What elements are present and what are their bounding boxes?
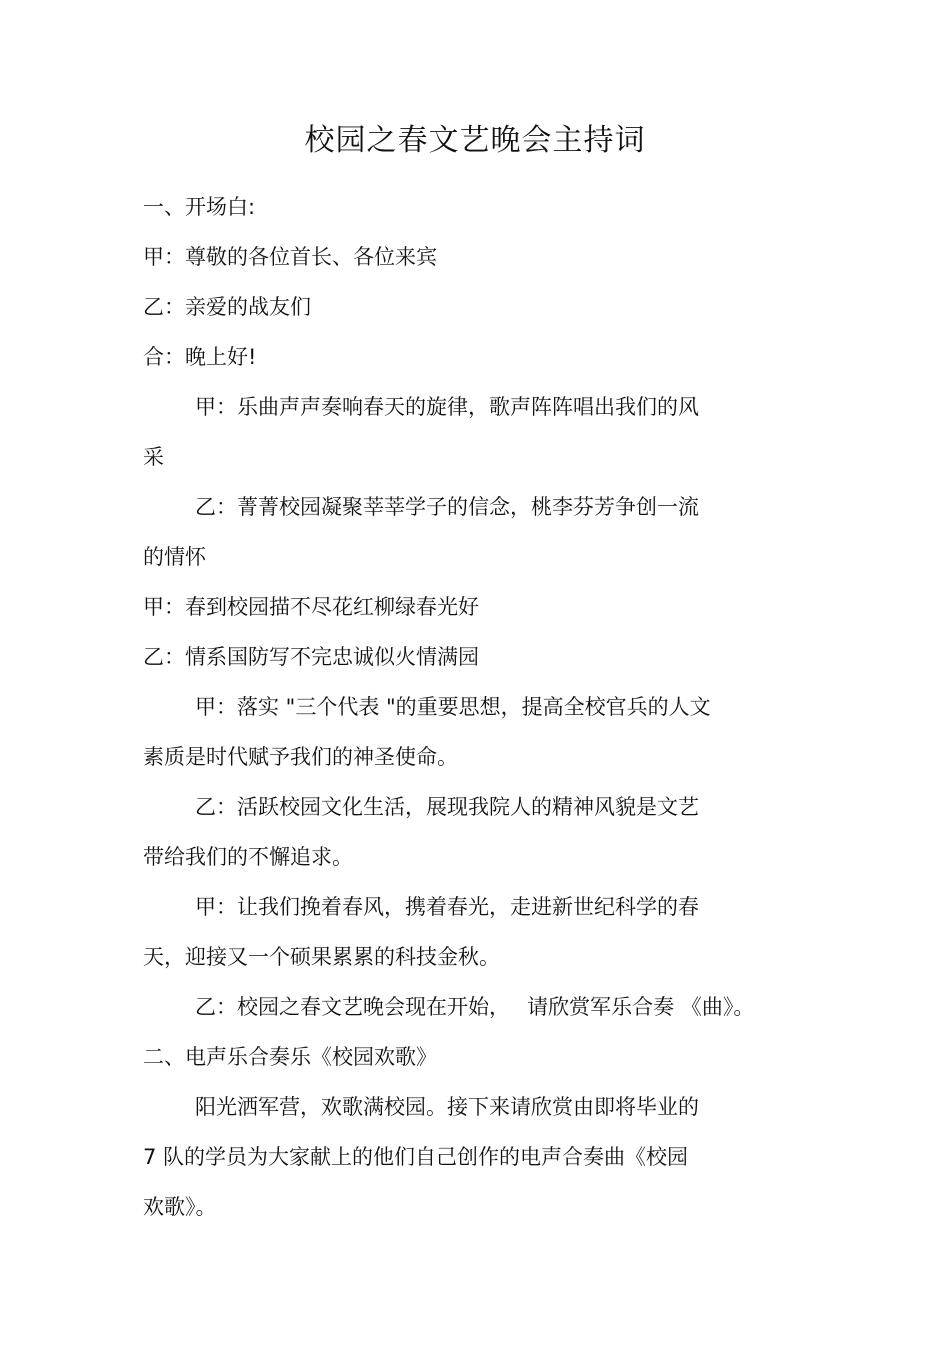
script-line: 甲：让我们挽着春风，携着春光，走进新世纪科学的春 xyxy=(195,895,699,919)
section-heading-band: 二、电声乐合奏乐《校园欢歌》 xyxy=(143,1045,437,1069)
document-title: 校园之春文艺晚会主持词 xyxy=(304,123,646,158)
paragraph-line: 7 队的学员为大家献上的他们自己创作的电声合奏曲《校园 xyxy=(143,1145,689,1169)
script-line: 乙：菁菁校园凝聚莘莘学子的信念，桃李芬芳争创一流 xyxy=(195,495,699,519)
script-line: 乙：情系国防写不完忠诚似火情满园 xyxy=(143,645,479,669)
section-heading-opening: 一、开场白: xyxy=(143,195,256,219)
script-line-continuation: 的情怀 xyxy=(143,545,206,569)
paragraph-line: 阳光洒军营，欢歌满校园。接下来请欣赏由即将毕业的 xyxy=(195,1095,699,1119)
script-line-continuation: 天，迎接又一个硕果累累的科技金秋。 xyxy=(143,945,500,969)
script-line-continuation: 采 xyxy=(143,445,164,469)
script-line: 乙：亲爱的战友们 xyxy=(143,295,311,319)
script-line: 甲：乐曲声声奏响春天的旋律，歌声阵阵唱出我们的风 xyxy=(195,395,699,419)
script-line-continuation: 素质是时代赋予我们的神圣使命。 xyxy=(143,745,458,769)
script-line: 合：晚上好! xyxy=(143,345,257,369)
script-line: 甲：尊敬的各位首长、各位来宾 xyxy=(143,245,437,269)
script-line-continuation: 带给我们的不懈追求。 xyxy=(143,845,353,869)
script-line: 甲：春到校园描不尽花红柳绿春光好 xyxy=(143,595,479,619)
script-line: 甲：落实 "三个代表 "的重要思想，提高全校官兵的人文 xyxy=(195,695,711,719)
script-line: 乙：活跃校园文化生活，展现我院人的精神风貌是文艺 xyxy=(195,795,699,819)
paragraph-line: 欢歌》。 xyxy=(143,1195,217,1219)
script-line: 乙：校园之春文艺晚会现在开始， 请欣赏军乐合奏 《曲》。 xyxy=(195,995,755,1019)
